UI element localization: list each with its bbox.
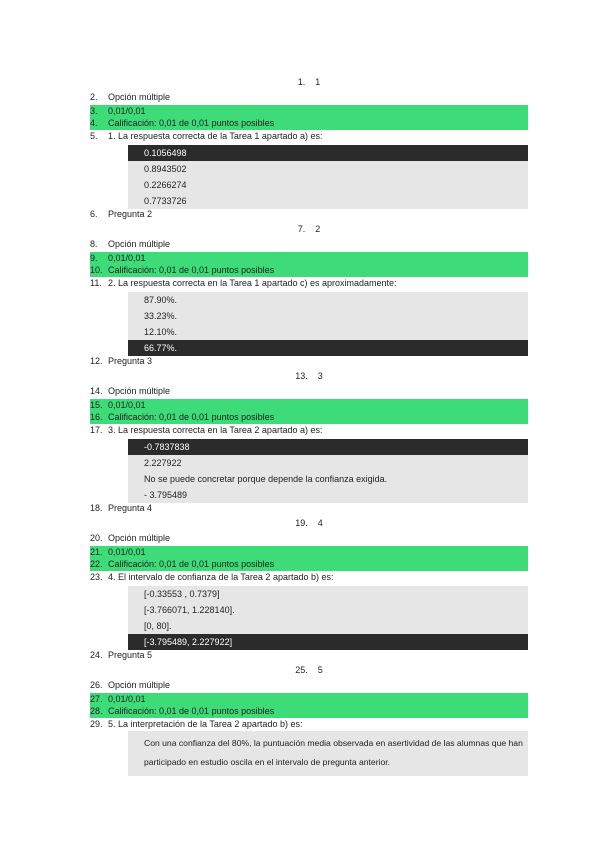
question-type: 20. Opción múltiple — [90, 533, 171, 543]
answer-options — [128, 586, 528, 650]
question-prompt: 11. 2. La respuesta correcta en la Tarea 1 apartado c) es aproximadamente: — [90, 278, 397, 288]
grade-bar: 4. Calificación: 0,01 de 0,01 puntos posibles — [90, 117, 528, 130]
next-question-label: 12. Pregunta 3 — [90, 356, 153, 366]
answer-options — [128, 439, 528, 503]
question-type: 8. Opción múltiple — [90, 239, 171, 249]
score-bar: 15. 0,01/0,01 — [90, 399, 528, 412]
answer-option[interactable]: 33.23%. — [144, 311, 178, 321]
question-header: 25. 5 — [295, 665, 323, 675]
answer-text: Con una confianza del 80%, la puntuación media observada en asertividad de las alumnas que han participado en estudio oscila en el intervalo de pregunta anterior. — [128, 731, 528, 776]
question-header: 7. 2 — [297, 224, 321, 234]
answer-option[interactable]: 2.227922 — [144, 458, 182, 468]
answer-option-selected[interactable]: 0.1056498 — [128, 145, 528, 161]
answer-option[interactable]: No se puede concretar porque depende la confianza exigida. — [144, 474, 388, 484]
question-prompt: 17. 3. La respuesta correcta en la Tarea 2 apartado a) es: — [90, 425, 323, 435]
next-question-label: 18. Pregunta 4 — [90, 503, 153, 513]
answer-option[interactable]: [-3.766071, 1.228140]. — [144, 605, 235, 615]
question-header: 19. 4 — [295, 518, 323, 528]
question-prompt: 23. 4. El intervalo de confianza de la Tarea 2 apartado b) es: — [90, 572, 334, 582]
answer-options — [128, 292, 528, 356]
answer-option-selected[interactable]: 66.77%. — [128, 340, 528, 356]
answer-option-selected[interactable]: [-3.795489, 2.227922] — [128, 634, 528, 650]
score-bar: 9. 0,01/0,01 — [90, 252, 528, 265]
answer-option[interactable]: - 3.795489 — [144, 490, 188, 500]
question-prompt: 29. 5. La interpretación de la Tarea 2 apartado b) es: — [90, 719, 303, 729]
question-header: 1. 1 — [297, 77, 321, 87]
grade-bar: 22. Calificación: 0,01 de 0,01 puntos posibles — [90, 558, 528, 571]
grade-bar: 16. Calificación: 0,01 de 0,01 puntos posibles — [90, 411, 528, 424]
question-type: 14. Opción múltiple — [90, 386, 171, 396]
next-question-label: 6. Pregunta 2 — [90, 209, 153, 219]
question-type: 2. Opción múltiple — [90, 92, 171, 102]
question-type: 26. Opción múltiple — [90, 680, 171, 690]
score-bar: 27. 0,01/0,01 — [90, 693, 528, 706]
question-prompt: 5. 1. La respuesta correcta de la Tarea 1 apartado a) es: — [90, 131, 323, 141]
answer-option[interactable]: 87.90%. — [144, 295, 178, 305]
answer-option[interactable]: [-0.33553 , 0.7379] — [144, 589, 220, 599]
answer-option[interactable]: 0.2266274 — [144, 180, 187, 190]
score-bar: 3. 0,01/0,01 — [90, 105, 528, 118]
answer-option[interactable]: 12.10%. — [144, 327, 178, 337]
grade-bar: 28. Calificación: 0,01 de 0,01 puntos posibles — [90, 705, 528, 718]
answer-options — [128, 145, 528, 209]
question-header: 13. 3 — [295, 371, 323, 381]
answer-option[interactable]: [0, 80]. — [144, 621, 172, 631]
score-bar: 21. 0,01/0,01 — [90, 546, 528, 559]
answer-option-selected[interactable]: -0.7837838 — [128, 439, 528, 455]
next-question-label: 24. Pregunta 5 — [90, 650, 153, 660]
grade-bar: 10. Calificación: 0,01 de 0,01 puntos posibles — [90, 264, 528, 277]
answer-option[interactable]: 0.8943502 — [144, 164, 187, 174]
answer-option[interactable]: 0.7733726 — [144, 196, 187, 206]
